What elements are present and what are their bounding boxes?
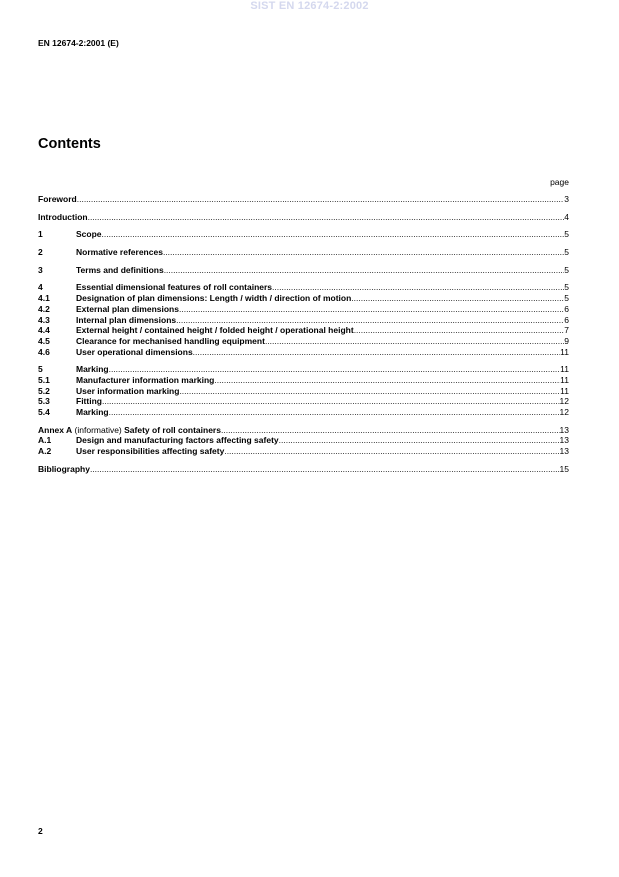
toc-entry-title: Terms and definitions bbox=[76, 264, 164, 275]
toc-entry-number: 5.1 bbox=[38, 374, 50, 385]
toc-entry-a-2[interactable] bbox=[38, 446, 569, 457]
toc-entry-5-4[interactable] bbox=[38, 407, 569, 418]
toc-entry-page: 4 bbox=[564, 211, 569, 222]
toc-entry-title: Essential dimensional features of roll containers bbox=[76, 282, 273, 293]
contents-heading: Contents bbox=[38, 136, 101, 152]
toc-entry-4-1[interactable] bbox=[38, 293, 569, 304]
toc-entry-4-6[interactable] bbox=[38, 347, 569, 358]
toc-entry-foreword[interactable] bbox=[38, 194, 569, 205]
toc-entry-4-4[interactable] bbox=[38, 325, 569, 336]
toc-entry-4-3[interactable] bbox=[38, 315, 569, 326]
toc-entry-page: 6 bbox=[564, 314, 569, 325]
toc-entry-title: Designation of plan dimensions: Length / width / direction of motion bbox=[76, 293, 352, 304]
toc-entry-number: 4.1 bbox=[38, 293, 50, 304]
toc-entry-number: 1 bbox=[38, 229, 43, 240]
toc-entry-title: Marking bbox=[76, 407, 109, 417]
toc-entry-title: User information marking bbox=[76, 385, 180, 396]
toc-entry-number: 4.6 bbox=[38, 346, 50, 357]
toc-entry-title: User operational dimensions bbox=[76, 346, 193, 357]
toc-entry-5-2[interactable] bbox=[38, 386, 569, 397]
toc-leader-dots bbox=[279, 435, 560, 446]
toc-entry-number: 4.5 bbox=[38, 335, 50, 346]
toc-entry-number: 5.4 bbox=[38, 407, 50, 417]
toc-entry-page: 5 bbox=[564, 264, 569, 275]
toc-leader-dots bbox=[109, 364, 561, 375]
toc-entry-page: 6 bbox=[564, 303, 569, 314]
toc-entry-title: Normative references bbox=[76, 247, 163, 258]
toc-entry-page: 12 bbox=[559, 407, 569, 417]
toc-leader-dots bbox=[102, 229, 565, 240]
toc-entry-number: 4.4 bbox=[38, 325, 50, 336]
toc-entry-4-5[interactable] bbox=[38, 336, 569, 347]
toc-entry-number: 4.3 bbox=[38, 314, 50, 325]
toc-entry-title: Bibliography bbox=[38, 463, 90, 474]
toc-entry-title: Clearance for mechanised handling equipment bbox=[76, 335, 265, 346]
toc-leader-dots bbox=[179, 304, 564, 315]
toc-leader-dots bbox=[88, 212, 565, 223]
table-of-contents bbox=[38, 194, 569, 474]
annex-label: Annex A bbox=[38, 424, 73, 435]
toc-leader-dots bbox=[193, 347, 561, 358]
toc-entry-title: Marking bbox=[76, 364, 109, 375]
watermark-text: SIST EN 12674-2:2002 bbox=[250, 0, 369, 12]
toc-leader-dots bbox=[351, 293, 564, 304]
toc-entry-page: 11 bbox=[560, 346, 569, 357]
toc-entry-title: External plan dimensions bbox=[76, 303, 179, 314]
toc-entry-introduction[interactable] bbox=[38, 212, 569, 223]
toc-entry-number: 2 bbox=[38, 247, 43, 258]
toc-entry-number: A.1 bbox=[38, 435, 52, 446]
toc-entry-title: External height / contained height / folded height / operational height bbox=[76, 325, 354, 336]
toc-entry-title: Internal plan dimensions bbox=[76, 314, 177, 325]
toc-leader-dots bbox=[163, 247, 564, 258]
toc-entry-page: 5 bbox=[564, 229, 569, 240]
toc-entry-title: User responsibilities affecting safety bbox=[76, 446, 225, 457]
toc-leader-dots bbox=[221, 425, 560, 436]
toc-leader-dots bbox=[179, 386, 560, 397]
toc-entry-terms-and-definitions[interactable] bbox=[38, 265, 569, 276]
toc-entry-title: Design and manufacturing factors affecting safety bbox=[76, 435, 279, 446]
toc-entry-page: 13 bbox=[559, 435, 569, 446]
toc-entry-page: 9 bbox=[564, 335, 569, 346]
toc-entry-page: 11 bbox=[560, 385, 569, 396]
toc-entry-page: 11 bbox=[560, 374, 569, 385]
toc-entry-page: 12 bbox=[559, 396, 569, 407]
toc-entry-page: 13 bbox=[559, 446, 569, 457]
toc-leader-dots bbox=[164, 265, 565, 276]
toc-entry-page: 15 bbox=[559, 463, 569, 474]
toc-leader-dots bbox=[109, 407, 560, 418]
annex-informative-note: (informative) bbox=[72, 424, 125, 435]
toc-entry-a-1[interactable] bbox=[38, 435, 569, 446]
toc-entry-title bbox=[38, 425, 221, 436]
toc-leader-dots bbox=[176, 315, 564, 326]
toc-entry-normative-references[interactable] bbox=[38, 247, 569, 258]
toc-leader-dots bbox=[77, 194, 565, 205]
toc-leader-dots bbox=[265, 336, 564, 347]
toc-leader-dots bbox=[214, 375, 560, 386]
toc-leader-dots bbox=[90, 464, 560, 475]
toc-entry-4-2[interactable] bbox=[38, 304, 569, 315]
toc-leader-dots bbox=[354, 325, 565, 336]
toc-entry-page: 7 bbox=[564, 325, 569, 336]
toc-leader-dots bbox=[102, 396, 560, 407]
toc-leader-dots bbox=[272, 282, 564, 293]
toc-entry-number: A.2 bbox=[38, 446, 52, 457]
toc-entry-number: 5.3 bbox=[38, 396, 50, 407]
toc-entry-bibliography[interactable] bbox=[38, 464, 569, 475]
toc-entry-marking[interactable] bbox=[38, 364, 569, 375]
toc-entry-number: 5 bbox=[38, 364, 43, 375]
toc-entry-page: 13 bbox=[559, 424, 569, 435]
toc-entry-scope[interactable] bbox=[38, 229, 569, 240]
annex-title: Safety of roll containers bbox=[124, 424, 221, 435]
toc-entry-number: 4.2 bbox=[38, 303, 50, 314]
toc-entry-5-1[interactable] bbox=[38, 375, 569, 386]
toc-entry-5-3[interactable] bbox=[38, 396, 569, 407]
page-number: 2 bbox=[38, 826, 43, 836]
toc-entry-page: 5 bbox=[564, 247, 569, 258]
toc-entry-number: 4 bbox=[38, 282, 43, 293]
toc-entry-annex-a[interactable] bbox=[38, 425, 569, 436]
toc-entry-number: 3 bbox=[38, 264, 43, 275]
toc-entry-title: Foreword bbox=[38, 194, 77, 204]
toc-entry-title: Manufacturer information marking bbox=[76, 374, 215, 385]
toc-entry-title: Fitting bbox=[76, 396, 102, 407]
toc-entry-page: 3 bbox=[564, 194, 569, 204]
toc-entry-title: Scope bbox=[76, 229, 102, 240]
toc-leader-dots bbox=[224, 446, 559, 457]
toc-entry-essential-features[interactable] bbox=[38, 282, 569, 293]
toc-entry-number: 5.2 bbox=[38, 385, 50, 396]
toc-entry-page: 11 bbox=[560, 364, 569, 375]
toc-entry-page: 5 bbox=[564, 282, 569, 293]
document-id: EN 12674-2:2001 (E) bbox=[38, 38, 119, 48]
page-column-label: page bbox=[550, 177, 569, 187]
toc-entry-title: Introduction bbox=[38, 211, 88, 222]
toc-entry-page: 5 bbox=[564, 293, 569, 304]
